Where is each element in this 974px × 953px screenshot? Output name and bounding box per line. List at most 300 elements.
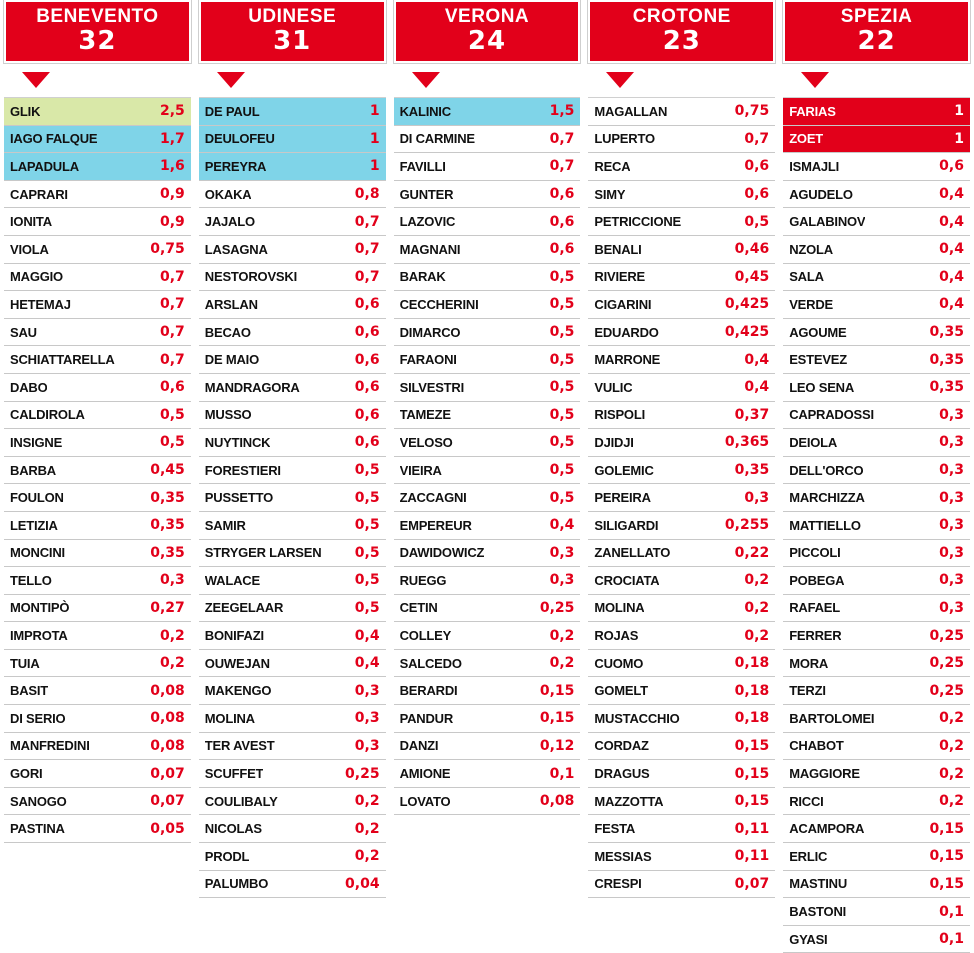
player-value: 0,04 (345, 875, 380, 892)
player-name: EDUARDO (594, 324, 659, 340)
player-name: IONITA (10, 214, 52, 230)
player-name: COULIBALY (204, 793, 278, 809)
player-name: OKAKA (204, 186, 252, 202)
player-value: 0,35 (734, 462, 770, 479)
player-value: 0,6 (744, 158, 770, 175)
player-value: 0,5 (549, 379, 575, 396)
player-value: 0,3 (939, 489, 964, 506)
player-row (588, 540, 775, 568)
player-row (4, 815, 191, 843)
player-name: FAVILLI (399, 158, 446, 174)
player-row (4, 208, 191, 236)
player-name: SALCEDO (399, 655, 462, 671)
team-column (588, 0, 775, 898)
team-name: SPEZIA (840, 6, 913, 27)
player-name: COLLEY (399, 628, 452, 644)
player-value: 0,46 (734, 241, 770, 258)
player-value: 0,35 (150, 544, 185, 561)
player-name: FESTA (594, 821, 636, 837)
player-row (588, 264, 775, 292)
player-value: 0,15 (734, 793, 770, 810)
player-name: POBEGA (789, 572, 845, 588)
player-name: ZOET (789, 131, 824, 147)
player-value: 0,6 (159, 379, 185, 396)
player-row (588, 236, 775, 264)
player-name: MARCHIZZA (789, 490, 865, 506)
player-name: MUSSO (204, 407, 252, 423)
player-row (783, 402, 970, 430)
player-row (588, 208, 775, 236)
player-row (199, 567, 386, 595)
player-row (783, 677, 970, 705)
player-value: 0,15 (929, 848, 964, 865)
player-value: 0,3 (939, 434, 964, 451)
player-row (588, 595, 775, 623)
player-row (394, 402, 581, 430)
player-row (588, 346, 775, 374)
player-row (783, 733, 970, 761)
player-row (783, 843, 970, 871)
player-value: 1,7 (159, 130, 185, 147)
player-value: 0,3 (939, 572, 964, 589)
player-name: ZANELLATO (594, 545, 671, 561)
player-row (199, 153, 386, 181)
player-row (588, 677, 775, 705)
player-row (4, 319, 191, 347)
player-row (783, 540, 970, 568)
player-value: 0,2 (939, 765, 964, 782)
player-value: 0,3 (939, 517, 964, 534)
player-value: 0,4 (939, 186, 964, 203)
player-name: DE MAIO (204, 352, 260, 368)
player-row (394, 319, 581, 347)
player-row (199, 457, 386, 485)
player-row (588, 484, 775, 512)
player-value: 1 (369, 103, 380, 120)
player-row (199, 402, 386, 430)
player-row (394, 264, 581, 292)
player-row (199, 181, 386, 209)
player-row (4, 705, 191, 733)
player-name: DRAGUS (594, 766, 650, 782)
player-value: 0,5 (549, 406, 575, 423)
player-value: 0,3 (159, 572, 185, 589)
player-value: 0,6 (354, 379, 380, 396)
player-value: 0,6 (939, 158, 964, 175)
player-row (199, 346, 386, 374)
player-row (394, 291, 581, 319)
player-row (4, 484, 191, 512)
player-name: CROCIATA (594, 572, 660, 588)
player-name: CIGARINI (594, 296, 652, 312)
team-name: CROTONE (632, 6, 731, 27)
player-value: 0,9 (159, 213, 185, 230)
player-name: CETIN (399, 600, 438, 616)
player-name: GOMELT (594, 683, 648, 699)
player-name: MASTINU (789, 876, 848, 892)
player-row (783, 815, 970, 843)
player-value: 0,7 (549, 158, 575, 175)
player-value: 0,6 (549, 186, 575, 203)
player-row (783, 346, 970, 374)
player-value: 0,25 (539, 599, 575, 616)
player-value: 0,2 (354, 848, 380, 865)
player-name: DI CARMINE (399, 131, 475, 147)
player-value: 1,6 (159, 158, 185, 175)
player-value: 0,365 (724, 434, 770, 451)
player-name: LOVATO (399, 793, 451, 809)
player-value: 0,5 (549, 462, 575, 479)
player-row (199, 871, 386, 899)
player-name: SIMY (594, 186, 626, 202)
player-row (783, 788, 970, 816)
player-name: TER AVEST (204, 738, 275, 754)
player-value: 0,255 (724, 517, 770, 534)
player-value: 0,6 (354, 296, 380, 313)
player-name: PASTINA (10, 821, 65, 837)
player-value: 0,4 (744, 379, 770, 396)
player-value: 0,4 (939, 296, 964, 313)
player-name: MANDRAGORA (204, 379, 300, 395)
player-name: CECCHERINI (399, 296, 479, 312)
player-row (4, 540, 191, 568)
arrow-down-icon-wrap (394, 63, 581, 97)
player-row (783, 622, 970, 650)
player-row (4, 98, 191, 126)
player-value: 0,3 (939, 544, 964, 561)
player-value: 0,4 (939, 241, 964, 258)
player-value: 0,18 (734, 655, 770, 672)
player-value: 0,27 (150, 599, 185, 616)
arrow-down-icon-wrap (783, 63, 970, 97)
player-row (394, 126, 581, 154)
player-name: NICOLAS (204, 821, 262, 837)
player-value: 0,4 (939, 268, 964, 285)
player-name: BARAK (399, 269, 446, 285)
player-name: CRESPI (594, 876, 642, 892)
player-row (588, 705, 775, 733)
team-column (394, 0, 581, 815)
player-value: 0,8 (354, 186, 380, 203)
player-row (4, 567, 191, 595)
player-value: 0,08 (150, 737, 185, 754)
player-row (4, 126, 191, 154)
player-row (783, 595, 970, 623)
player-name: AGOUME (789, 324, 847, 340)
player-name: DELL'ORCO (789, 462, 864, 478)
player-value: 0,08 (150, 710, 185, 727)
player-name: RISPOLI (594, 407, 645, 423)
player-value: 1 (954, 130, 964, 147)
player-name: MOLINA (204, 710, 255, 726)
arrow-down-icon-wrap (588, 63, 775, 97)
player-name: FARAONI (399, 352, 457, 368)
player-name: BASIT (10, 683, 49, 699)
player-list (394, 97, 581, 815)
player-name: HETEMAJ (10, 296, 71, 312)
player-row (199, 208, 386, 236)
player-name: DABO (10, 379, 48, 395)
player-name: BASTONI (789, 904, 847, 920)
player-name: VIOLA (10, 241, 49, 257)
player-row (4, 374, 191, 402)
player-list (4, 97, 191, 843)
player-row (199, 733, 386, 761)
player-value: 1 (369, 158, 380, 175)
player-row (588, 457, 775, 485)
player-name: NZOLA (789, 241, 833, 257)
player-value: 0,11 (734, 848, 770, 865)
player-row (783, 650, 970, 678)
player-row (199, 843, 386, 871)
player-value: 1,5 (549, 103, 575, 120)
player-row (4, 181, 191, 209)
player-value: 0,6 (354, 406, 380, 423)
player-name: LUPERTO (594, 131, 655, 147)
player-name: PANDUR (399, 710, 454, 726)
player-row (4, 760, 191, 788)
player-value: 0,5 (354, 462, 380, 479)
player-value: 0,15 (539, 710, 575, 727)
player-name: LEO SENA (789, 379, 855, 395)
player-name: FERRER (789, 628, 842, 644)
player-row (783, 181, 970, 209)
player-value: 0,6 (549, 213, 575, 230)
player-value: 0,2 (159, 655, 185, 672)
player-value: 0,35 (150, 517, 185, 534)
player-value: 0,7 (159, 351, 185, 368)
player-row (4, 291, 191, 319)
player-name: TAMEZE (399, 407, 451, 423)
player-row (588, 760, 775, 788)
player-name: JAJALO (204, 214, 255, 230)
player-row (783, 374, 970, 402)
player-row (199, 236, 386, 264)
player-row (588, 871, 775, 899)
team-header (199, 0, 386, 63)
player-name: MESSIAS (594, 848, 652, 864)
player-value: 0,45 (734, 268, 770, 285)
player-name: PEREYRA (204, 158, 267, 174)
player-value: 0,5 (549, 351, 575, 368)
player-value: 0,3 (354, 710, 380, 727)
player-value: 0,1 (939, 903, 964, 920)
player-row (199, 595, 386, 623)
player-value: 0,1 (549, 765, 575, 782)
player-name: NESTOROVSKI (204, 269, 297, 285)
player-value: 0,7 (354, 241, 380, 258)
player-name: WALACE (204, 572, 260, 588)
player-row (199, 291, 386, 319)
player-row (588, 319, 775, 347)
player-value: 0,15 (734, 765, 770, 782)
player-row (588, 181, 775, 209)
player-row (588, 291, 775, 319)
player-name: SCHIATTARELLA (10, 352, 115, 368)
player-row (394, 650, 581, 678)
player-row (588, 153, 775, 181)
player-name: MOLINA (594, 600, 645, 616)
player-value: 0,25 (929, 682, 964, 699)
player-value: 0,25 (929, 627, 964, 644)
player-name: ISMAJLI (789, 158, 840, 174)
player-name: DANZI (399, 738, 439, 754)
player-name: STRYGER LARSEN (204, 545, 322, 561)
player-name: GLIK (10, 103, 41, 119)
player-name: DEIOLA (789, 434, 838, 450)
player-value: 0,9 (159, 186, 185, 203)
team-points: 23 (662, 26, 701, 56)
player-row (394, 208, 581, 236)
player-name: CORDAZ (594, 738, 649, 754)
player-row (783, 429, 970, 457)
arrow-down-icon (801, 72, 829, 88)
player-row (783, 126, 970, 154)
player-value: 0,07 (734, 875, 770, 892)
player-name: PICCOLI (789, 545, 841, 561)
player-name: MANFREDINI (10, 738, 90, 754)
player-name: ERLIC (789, 848, 828, 864)
player-row (783, 705, 970, 733)
player-name: MAGGIO (10, 269, 63, 285)
player-name: SILIGARDI (594, 517, 659, 533)
player-value: 0,18 (734, 710, 770, 727)
player-name: IMPROTA (10, 628, 68, 644)
player-value: 0,5 (159, 434, 185, 451)
player-value: 0,7 (744, 130, 770, 147)
player-value: 0,7 (159, 268, 185, 285)
player-value: 0,05 (150, 820, 185, 837)
player-name: ACAMPORA (789, 821, 865, 837)
player-name: LETIZIA (10, 517, 58, 533)
player-row (394, 346, 581, 374)
arrow-down-icon (22, 72, 50, 88)
player-name: PALUMBO (204, 876, 269, 892)
player-value: 0,4 (939, 213, 964, 230)
player-name: DJIDJI (594, 434, 634, 450)
player-row (4, 153, 191, 181)
player-list (199, 97, 386, 898)
player-name: TELLO (10, 572, 52, 588)
player-row (588, 429, 775, 457)
player-name: MAGNANI (399, 241, 461, 257)
player-name: ESTEVEZ (789, 352, 848, 368)
player-value: 0,5 (549, 434, 575, 451)
player-row (783, 457, 970, 485)
player-name: RIVIERE (594, 269, 646, 285)
arrow-down-icon-wrap (199, 63, 386, 97)
player-value: 0,4 (354, 655, 380, 672)
player-row (588, 512, 775, 540)
team-name: VERONA (444, 6, 530, 27)
player-value: 0,3 (939, 406, 964, 423)
player-value: 0,5 (549, 324, 575, 341)
player-value: 0,3 (939, 462, 964, 479)
player-value: 0,5 (549, 296, 575, 313)
player-name: SILVESTRI (399, 379, 465, 395)
player-row (199, 677, 386, 705)
player-name: LAZOVIC (399, 214, 456, 230)
team-header (394, 0, 581, 63)
player-row (394, 788, 581, 816)
player-value: 0,3 (354, 737, 380, 754)
player-value: 0,425 (724, 296, 770, 313)
player-value: 0,7 (354, 268, 380, 285)
player-value: 0,75 (734, 103, 770, 120)
player-name: DEULOFEU (204, 131, 275, 147)
player-row (199, 788, 386, 816)
player-row (394, 595, 581, 623)
player-value: 0,2 (939, 710, 964, 727)
arrow-down-icon-wrap (4, 63, 191, 97)
player-name: ROJAS (594, 628, 639, 644)
player-value: 0,07 (150, 793, 185, 810)
player-value: 0,2 (744, 627, 770, 644)
player-value: 0,15 (734, 737, 770, 754)
team-header (783, 0, 970, 63)
player-row (394, 760, 581, 788)
player-row (588, 733, 775, 761)
player-value: 0,5 (549, 268, 575, 285)
player-value: 0,35 (929, 379, 964, 396)
player-name: TUIA (10, 655, 40, 671)
player-row (394, 181, 581, 209)
player-value: 0,1 (939, 931, 964, 948)
player-value: 0,7 (354, 213, 380, 230)
player-name: SAU (10, 324, 37, 340)
player-row (199, 98, 386, 126)
player-value: 0,6 (354, 324, 380, 341)
player-row (783, 567, 970, 595)
player-name: MARRONE (594, 352, 661, 368)
player-row (199, 429, 386, 457)
player-name: BERARDI (399, 683, 458, 699)
player-row (394, 540, 581, 568)
player-value: 0,6 (354, 434, 380, 451)
player-name: PEREIRA (594, 490, 651, 506)
player-name: VIEIRA (399, 462, 442, 478)
player-row (783, 512, 970, 540)
player-row (783, 291, 970, 319)
player-name: IAGO FALQUE (10, 131, 98, 147)
player-row (199, 815, 386, 843)
player-name: BONIFAZI (204, 628, 264, 644)
player-name: FARIAS (789, 103, 836, 119)
player-name: CUOMO (594, 655, 644, 671)
player-name: BENALI (594, 241, 642, 257)
player-row (4, 622, 191, 650)
player-name: INSIGNE (10, 434, 63, 450)
player-name: DIMARCO (399, 324, 461, 340)
player-name: SAMIR (204, 517, 246, 533)
player-value: 0,5 (159, 406, 185, 423)
player-value: 0,12 (539, 737, 575, 754)
player-row (588, 567, 775, 595)
player-value: 0,07 (150, 765, 185, 782)
player-value: 0,2 (744, 599, 770, 616)
player-name: MAGALLAN (594, 103, 668, 119)
player-name: PETRICCIONE (594, 214, 682, 230)
player-row (783, 319, 970, 347)
player-value: 0,11 (734, 820, 770, 837)
player-row (4, 512, 191, 540)
player-row (4, 677, 191, 705)
player-row (4, 733, 191, 761)
player-row (783, 236, 970, 264)
player-value: 0,4 (744, 351, 770, 368)
player-row (394, 153, 581, 181)
player-value: 0,3 (549, 544, 575, 561)
